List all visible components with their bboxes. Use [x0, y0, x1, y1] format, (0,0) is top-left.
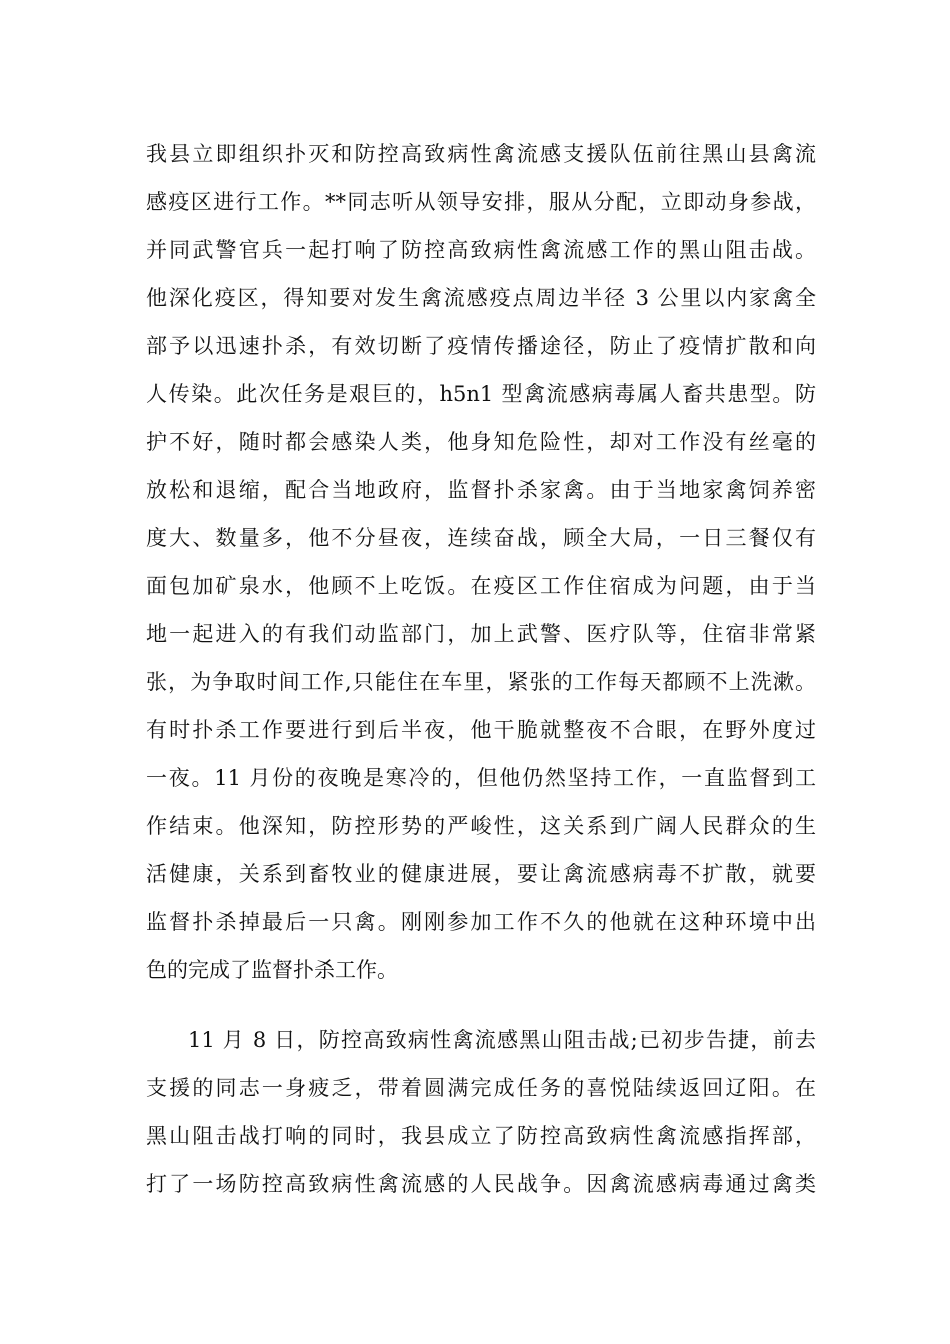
- text-line: 支援的同志一身疲乏，带着圆满完成任务的喜悦陆续返回辽阳。在: [146, 1076, 816, 1100]
- text-line: 活健康，关系到畜牧业的健康进展，要让禽流感病毒不扩散，就要: [146, 862, 816, 886]
- text-line: 他深化疫区，得知要对发生禽流感疫点周边半径 3 公里以内家禽全: [146, 286, 816, 310]
- text-line: 并同武警官兵一起打响了防控高致病性禽流感工作的黑山阻击战。: [146, 238, 816, 262]
- text-line: 面包加矿泉水，他顾不上吃饭。在疫区工作住宿成为问题，由于当: [146, 574, 816, 598]
- paragraph-2: [146, 1016, 816, 1208]
- text-line: 11 月 8 日，防控高致病性禽流感黑山阻击战;已初步告捷，前去: [188, 1028, 816, 1052]
- text-line: 一夜。11 月份的夜晚是寒冷的，但他仍然坚持工作，一直监督到工: [146, 766, 816, 790]
- text-line: 放松和退缩，配合当地政府，监督扑杀家禽。由于当地家禽饲养密: [146, 478, 816, 502]
- text-line: 张，为争取时间工作,只能住在车里，紧张的工作每天都顾不上洗漱。: [146, 670, 816, 694]
- text-line: 护不好，随时都会感染人类，他身知危险性，却对工作没有丝毫的: [146, 430, 816, 454]
- text-line: 打了一场防控高致病性禽流感的人民战争。因禽流感病毒通过禽类: [146, 1172, 816, 1196]
- text-line: 色的完成了监督扑杀工作。: [146, 958, 398, 982]
- text-line: 作结束。他深知，防控形势的严峻性，这关系到广阔人民群众的生: [146, 814, 816, 838]
- paragraph-spacing: [146, 994, 816, 1016]
- text-line: 地一起进入的有我们动监部门，加上武警、医疗队等，住宿非常紧: [146, 622, 816, 646]
- text-line: 感疫区进行工作。**同志听从领导安排，服从分配，立即动身参战，: [146, 190, 816, 214]
- body-text: [146, 130, 816, 1208]
- paragraph-1: [146, 130, 816, 994]
- text-line: 部予以迅速扑杀，有效切断了疫情传播途径，防止了疫情扩散和向: [146, 334, 816, 358]
- text-line: 度大、数量多，他不分昼夜，连续奋战，顾全大局，一日三餐仅有: [146, 526, 816, 550]
- text-line: 有时扑杀工作要进行到后半夜，他干脆就整夜不合眼，在野外度过: [146, 718, 816, 742]
- text-line: 黑山阻击战打响的同时，我县成立了防控高致病性禽流感指挥部，: [146, 1124, 816, 1148]
- text-line: 监督扑杀掉最后一只禽。刚刚参加工作不久的他就在这种环境中出: [146, 910, 816, 934]
- text-line: 我县立即组织扑灭和防控高致病性禽流感支援队伍前往黑山县禽流: [146, 142, 816, 166]
- text-line: 人传染。此次任务是艰巨的，h5n1 型禽流感病毒属人畜共患型。防: [146, 382, 816, 406]
